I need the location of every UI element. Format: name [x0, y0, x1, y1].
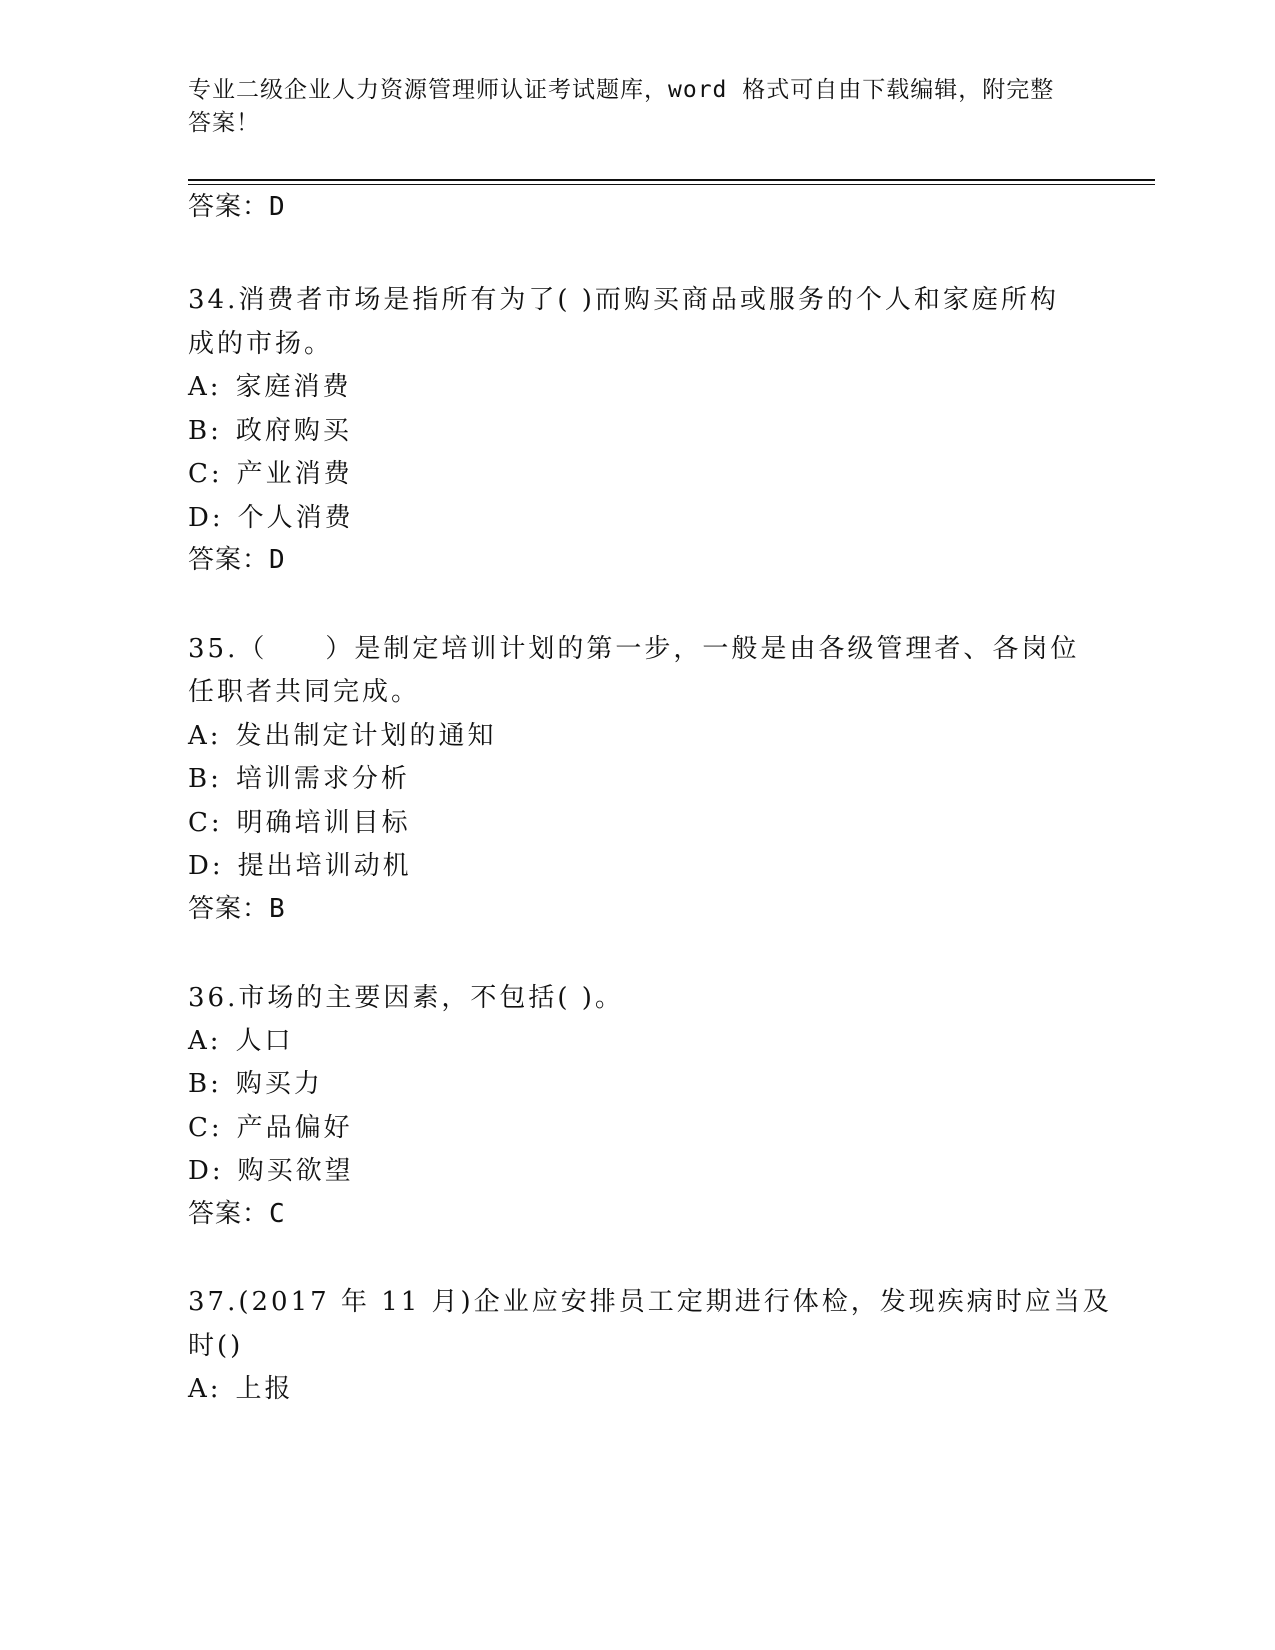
option-text: 个人消费 [237, 503, 354, 533]
option-key: D: [188, 503, 224, 533]
option-text: 发出制定计划的通知 [235, 721, 497, 751]
question-37-stem-text-1: (2017 年 11 月)企业应安排员工定期进行体检，发现疾病时应当及 [238, 1287, 1112, 1317]
option-text: 上报 [235, 1374, 294, 1404]
option-text: 明确培训目标 [236, 808, 411, 838]
question-37-stem-line-1 [188, 1285, 1112, 1319]
question-37-stem-line-2: 时() [188, 1331, 244, 1361]
option-text: 提出培训动机 [237, 851, 412, 881]
option-key: B: [188, 416, 222, 446]
question-35-stem-line-1 [188, 632, 1079, 666]
question-36-stem-line-1 [188, 981, 624, 1015]
header-divider-thick [188, 179, 1155, 181]
question-37-option-a [188, 1372, 294, 1406]
question-37-number: 37. [188, 1287, 239, 1317]
option-key: A: [188, 1026, 222, 1056]
question-35-stem-line-2: 任职者共同完成。 [188, 677, 421, 707]
question-34-option-a [188, 370, 352, 404]
question-36-option-a [188, 1024, 294, 1058]
option-key: A: [188, 721, 222, 751]
option-key: D: [188, 1156, 224, 1186]
answer-q35: 答案：B [188, 894, 286, 924]
option-text: 产业消费 [236, 459, 353, 489]
option-text: 购买欲望 [237, 1156, 354, 1186]
option-key: C: [188, 808, 223, 838]
question-35-option-c [188, 806, 411, 840]
question-34-stem-text-1: 消费者市场是指所有为了( )而购买商品或服务的个人和家庭所构 [238, 285, 1059, 315]
question-34-option-d [188, 501, 354, 535]
question-36-option-b [188, 1067, 323, 1101]
question-34-number: 34. [188, 285, 239, 315]
question-36-stem-text-1: 市场的主要因素，不包括( )。 [238, 983, 624, 1013]
question-36-number: 36. [188, 983, 239, 1013]
option-key: A: [188, 1374, 222, 1404]
header-note-line-2: 答案！ [188, 110, 260, 136]
question-35-option-d [188, 849, 412, 883]
question-36-option-d [188, 1154, 354, 1188]
question-35-option-b [188, 762, 410, 796]
answer-q36: 答案：C [188, 1199, 286, 1229]
header-divider-thin [188, 184, 1155, 185]
question-34-option-b [188, 414, 352, 448]
header-note [188, 74, 1068, 140]
option-text: 产品偏好 [236, 1113, 353, 1143]
question-35-number: 35. [188, 634, 239, 664]
option-text: 人口 [235, 1026, 294, 1056]
option-text: 家庭消费 [235, 372, 352, 402]
option-text: 政府购买 [235, 416, 352, 446]
option-key: B: [188, 764, 222, 794]
question-34-stem-line-1 [188, 283, 1059, 317]
question-35-option-a [188, 719, 497, 753]
header-note-line-1: 专业二级企业人力资源管理师认证考试题库，word 格式可自由下载编辑，附完整 [188, 77, 1055, 103]
option-key: C: [188, 459, 223, 489]
option-key: D: [188, 851, 224, 881]
answer-q34: 答案：D [188, 545, 286, 575]
option-key: B: [188, 1069, 222, 1099]
question-34-stem-line-2: 成的市扬。 [188, 329, 334, 359]
question-36-option-c [188, 1111, 353, 1145]
option-key: C: [188, 1113, 223, 1143]
option-text: 购买力 [235, 1069, 323, 1099]
option-key: A: [188, 372, 222, 402]
question-34-option-c [188, 457, 353, 491]
option-text: 培训需求分析 [235, 764, 410, 794]
question-35-stem-text-1: （ ）是制定培训计划的第一步，一般是由各级管理者、各岗位 [238, 634, 1080, 664]
answer-q33: 答案：D [188, 192, 286, 222]
